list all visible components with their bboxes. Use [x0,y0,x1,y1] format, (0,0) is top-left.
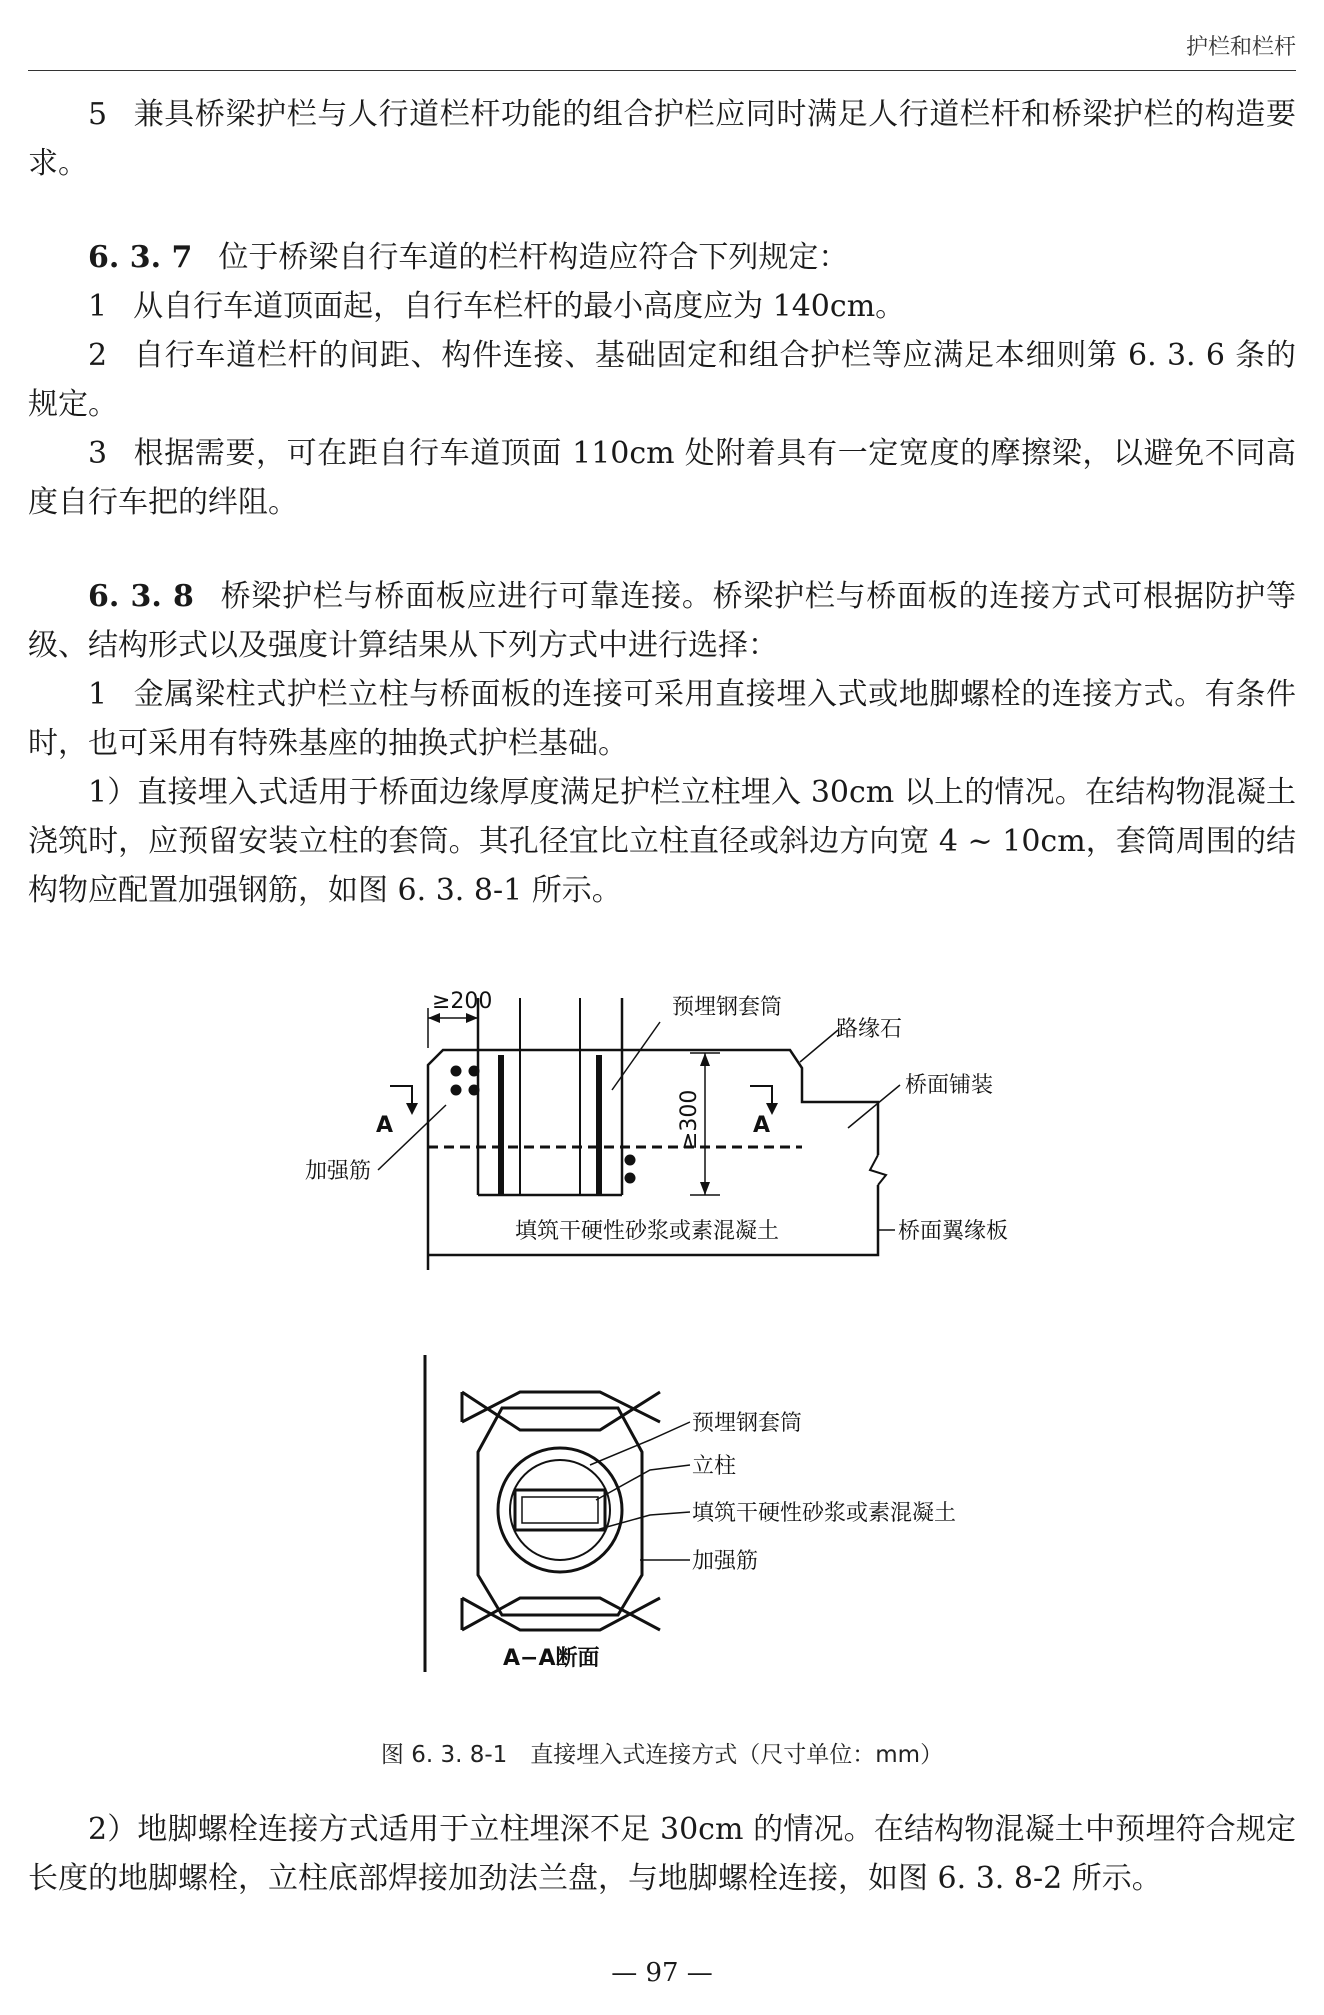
label-curb: 路缘石 [836,1017,903,1042]
dim-depth: ≥300 [677,1089,702,1150]
post-figure-text [28,1805,1296,1903]
item-number: 5 [88,97,108,132]
sleeve-wall-right [596,1055,602,1195]
item-number: 3 [88,436,108,471]
item-text: 自行车道栏杆的间距、构件连接、基础固定和组合护栏等应满足本细则第 6. 3. 6 条的规定。 [28,338,1296,422]
item-text: 兼具桥梁护栏与人行道栏杆功能的组合护栏应同时满足人行道栏杆和桥梁护栏的构造要求。 [28,97,1296,181]
sleeve-inner [510,1460,610,1560]
item-number: 1 [88,289,108,324]
label-rebar: 加强筋 [305,1159,372,1184]
item-number: 1 [88,677,108,712]
item-text: 根据需要，可在距自行车道顶面 110cm 处附着具有一定宽度的摩擦梁，以避免不同高度自行车把的绊阻。 [28,436,1296,520]
label-sleeve: 预埋钢套筒 [672,995,783,1020]
section-text: 桥梁护栏与桥面板应进行可靠连接。桥梁护栏与桥面板的连接方式可根据防护等级、结构形式以及强度计算结果从下列方式中进行选择： [28,579,1297,663]
section-mark-right-label: A [753,1113,771,1138]
dim-width: ≥200 [432,989,493,1014]
section-label-sleeve: 预埋钢套筒 [692,1411,803,1436]
sleeve-wall-left [498,1055,504,1195]
section-title: A−A断面 [503,1646,600,1671]
section-label-rebar: 加强筋 [692,1549,759,1574]
section-text: 位于桥梁自行车道的栏杆构造应符合下列规定： [218,240,849,275]
figure-caption: 图 6. 3. 8-1 直接埋入式连接方式（尺寸单位：mm） [380,1742,944,1768]
label-flange: 桥面翼缘板 [898,1219,1009,1244]
section-number: 6. 3. 8 [88,579,194,614]
section-number: 6. 3. 7 [88,240,193,275]
label-pavement: 桥面铺装 [905,1073,994,1098]
sub-item: 2）地脚螺栓连接方式适用于立柱埋深不足 30cm 的情况。在结构物混凝土中预埋符合规定长度的地脚螺栓，立柱底部焊接加劲法兰盘，与地脚螺栓连接，如图 6. 3. 8-2 所示。 [28,1812,1296,1896]
sub-item: 1）直接埋入式适用于桥面边缘厚度满足护栏立柱埋入 30cm 以上的情况。在结构物混凝土浇筑时，应预留安装立柱的套筒。其孔径宜比立柱直径或斜边方向宽 4 ~ 10cm，套筒周围的结构物应配置加强钢筋，如图 6. 3. 8-1 所示。 [28,775,1296,908]
section-label-fill: 填筑干硬性砂浆或素混凝土 [692,1501,957,1526]
sleeve-outer [498,1448,622,1572]
rebar-hexagon [478,1408,642,1615]
item-number: 2 [88,338,108,373]
page-number: — 97 — [611,1958,713,1988]
item-text: 从自行车道顶面起，自行车栏杆的最小高度应为 140cm。 [133,289,906,324]
label-fill: 填筑干硬性砂浆或素混凝土 [515,1219,780,1244]
header-title: 护栏和栏杆 [1185,35,1296,60]
section-mark-left-label: A [376,1113,394,1138]
item-text: 金属梁柱式护栏立柱与桥面板的连接可采用直接埋入式或地脚螺栓的连接方式。有条件时，也可采用有特殊基座的抽换式护栏基础。 [28,677,1296,761]
break-mark [870,1155,886,1185]
post-section [515,1490,605,1530]
section-label-post: 立柱 [692,1454,737,1479]
